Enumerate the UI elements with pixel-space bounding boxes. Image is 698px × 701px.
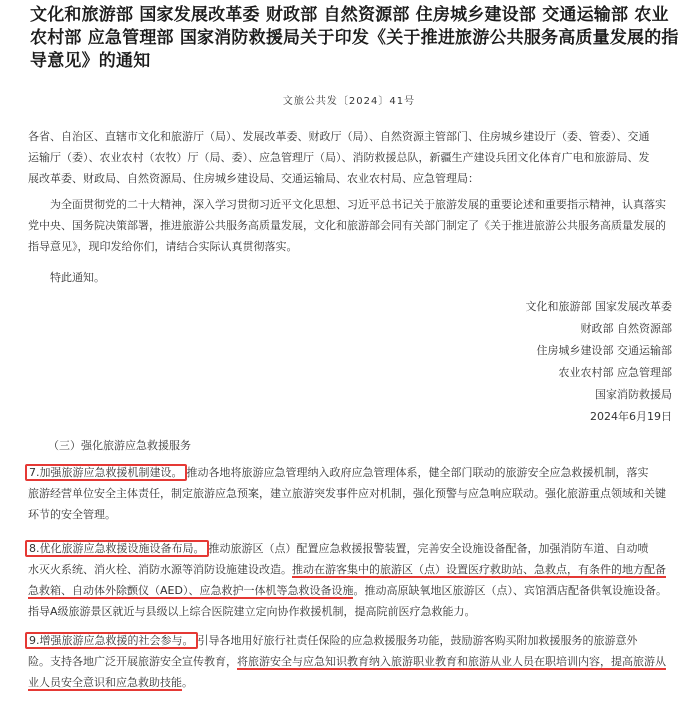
item-7-line-1 <box>28 462 678 483</box>
item-7 <box>28 462 678 525</box>
item-9-line-2-text: 险。支持各地广泛开展旅游安全宣传教育， <box>28 655 237 668</box>
item-8 <box>28 538 678 622</box>
title-line-1: 文化和旅游部 国家发展改革委 财政部 自然资源部 住房城乡建设部 交通运输部 农业 <box>30 5 669 25</box>
signatory-line-2: 财政部 自然资源部 <box>580 322 672 335</box>
intro-line-2: 党中央、国务院决策部署，推进旅游公共服务高质量发展，文化和旅游部会同有关部门制定了《关于推进旅游公共服务高质量发展的 <box>28 219 666 232</box>
intro-line-3: 指导意见》，现印发给你们，请结合实际认真贯彻落实。 <box>28 240 298 253</box>
document-title <box>30 4 678 73</box>
item-8-line-3-text: 。推动高原缺氧地区旅游区（点）、宾馆酒店配备供氧设施设备。 <box>353 584 667 597</box>
recipients-paragraph <box>28 126 676 189</box>
notice-text: 特此通知。 <box>50 271 105 284</box>
document-number: 文旅公共发〔2024〕41号 <box>282 96 416 107</box>
item-9-line-3 <box>28 672 678 693</box>
item-9-line-3-text: 。 <box>182 676 193 689</box>
intro-paragraph <box>28 194 676 257</box>
item-7-line-3: 环节的安全管理。 <box>28 508 116 521</box>
item-7-line-1-text: 推动各地将旅游应急管理纳入政府应急管理体系，健全部门联动的旅游安全应急救援机制，落实 <box>186 466 649 479</box>
item-8-line-3 <box>28 580 678 601</box>
signatory-line-5: 国家消防救援局 <box>595 388 672 401</box>
section-heading: （三）强化旅游应急救援服务 <box>48 439 191 452</box>
item-9-line-1 <box>28 630 678 651</box>
item-7-heading-box: 7.加强旅游应急救援机制建设。 <box>25 464 187 481</box>
recipients-line-2: 运输厅（委）、农业农村（农牧）厅（局、委）、应急管理厅（局）、消防救援总队，新疆生产建设兵团文化体育广电和旅游局、发 <box>28 151 650 164</box>
item-9-line-1-text: 引导各地用好旅行社责任保险的应急救援服务功能，鼓励游客购买附加救援服务的旅游意外 <box>197 634 638 647</box>
item-8-line-2 <box>28 559 678 580</box>
item-8-heading-box: 8.优化旅游应急救援设施设备布局。 <box>25 540 209 557</box>
item-8-underline-2: 急救箱、自动体外除颤仪（AED）、应急救护一体机等急救设备设施 <box>28 584 354 597</box>
title-line-2: 农村部 应急管理部 国家消防救援局关于印发《关于推进旅游公共服务高质量发展的指 <box>30 28 679 48</box>
recipients-line-1: 各省、自治区、直辖市文化和旅游厅（局）、发展改革委、财政厅（局）、自然资源主管部门、住房城乡建设厅（委、管委）、交通 <box>28 130 650 143</box>
document-date: 2024年6月19日 <box>590 410 672 423</box>
item-9-underline-1: 将旅游安全与应急知识教育纳入旅游职业教育和旅游从业人员在职培训内容，提高旅游从 <box>237 655 666 668</box>
intro-line-1: 为全面贯彻党的二十大精神，深入学习贯彻习近平文化思想、习近平总书记关于旅游发展的重要论述和重要指示精神，认真落实 <box>50 198 666 211</box>
item-8-line-1-text: 推动旅游区（点）配置应急救援报警装置，完善安全设施设备配备，加强消防车道、自动喷 <box>208 542 649 555</box>
item-9-line-2 <box>28 651 678 672</box>
signatory-line-1: 文化和旅游部 国家发展改革委 <box>525 300 672 313</box>
signatory-line-4: 农业农村部 应急管理部 <box>558 366 672 379</box>
item-8-line-2-text: 水灭火系统、消火栓、消防水源等消防设施建设改造。 <box>28 563 292 576</box>
item-7-line-2: 旅游经营单位安全主体责任，制定旅游应急预案，建立旅游突发事件应对机制，强化预警与应急响应联动。强化旅游重点领域和关键 <box>28 487 666 500</box>
item-8-line-4: 指导A级旅游景区就近与县级以上综合医院建立定向协作救援机制，提高院前医疗急救能力。 <box>28 605 476 618</box>
recipients-line-3: 展改革委、财政局、自然资源局、住房城乡建设局、交通运输局、农业农村局、应急管理局： <box>28 172 479 185</box>
item-9-underline-2: 业人员安全意识和应急救助技能 <box>28 676 182 689</box>
item-8-line-1 <box>28 538 678 559</box>
signatory-line-3: 住房城乡建设部 交通运输部 <box>536 344 672 357</box>
title-line-3: 导意见》的通知 <box>30 51 151 71</box>
item-9 <box>28 630 678 693</box>
item-9-heading-box: 9.增强旅游应急救援的社会参与。 <box>25 632 198 649</box>
item-8-underline-1: 推动在游客集中的旅游区（点）设置医疗救助站、急救点，有条件的地方配备 <box>292 563 666 576</box>
